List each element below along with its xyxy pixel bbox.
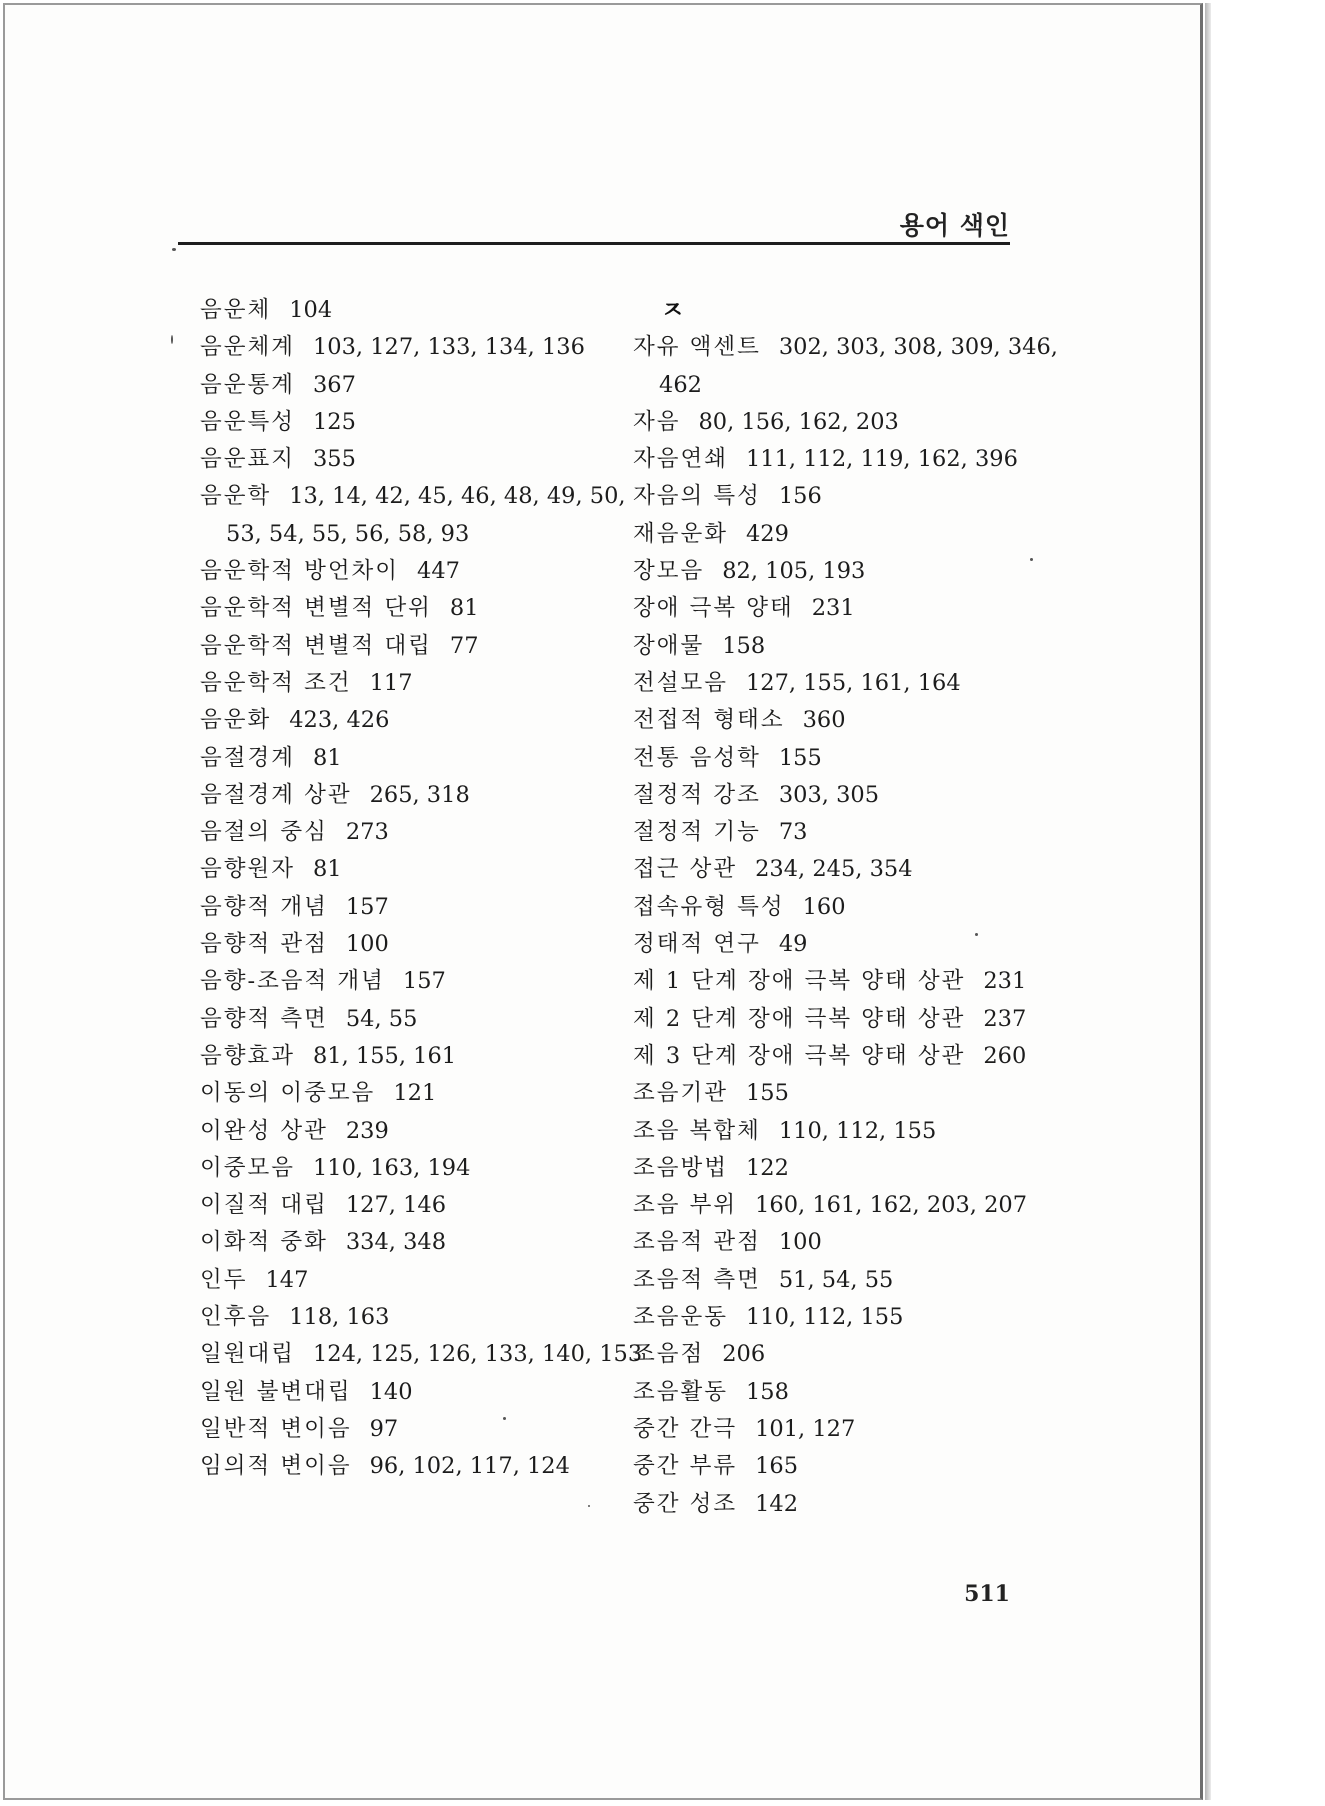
index-page-refs: 265, 318 <box>369 781 470 808</box>
index-term: 음운학적 변별적 대립 <box>200 632 432 659</box>
index-page-refs: 111, 112, 119, 162, 396 <box>745 446 1018 473</box>
index-entry <box>633 1374 1053 1411</box>
index-page-refs: 423, 426 <box>289 707 390 734</box>
index-term: 이화적 중화 <box>200 1229 328 1256</box>
index-entry <box>633 740 1053 777</box>
index-page-refs: 158 <box>745 1378 789 1405</box>
index-entry <box>633 516 1053 553</box>
index-term: 접근 상관 <box>633 856 738 883</box>
index-term: 조음기관 <box>633 1080 728 1107</box>
index-page-refs: 231 <box>983 968 1027 995</box>
index-page-refs: 104 <box>289 297 333 323</box>
index-term: 이질적 대립 <box>200 1192 328 1219</box>
index-term: 접속유형 특성 <box>633 893 785 920</box>
index-page-refs: 110, 163, 194 <box>312 1154 471 1181</box>
index-entry-continuation <box>633 367 1053 404</box>
index-page-refs: 156 <box>778 483 822 510</box>
index-term: 음운통계 <box>200 371 295 398</box>
index-term: 정태적 연구 <box>633 931 761 958</box>
index-page-refs: 125 <box>312 408 356 435</box>
index-entry <box>633 404 1053 441</box>
index-page-refs: 231 <box>811 595 855 622</box>
index-entry <box>633 851 1053 888</box>
index-entry <box>200 1262 620 1299</box>
index-page-refs: 303, 305 <box>778 781 880 808</box>
index-term: 조음점 <box>633 1341 705 1368</box>
index-term: 이중모음 <box>200 1154 295 1181</box>
index-entry <box>200 963 620 1000</box>
index-term: 음운학 <box>200 483 272 510</box>
index-term: 제 3 단계 장애 극복 양태 상관 <box>633 1042 966 1069</box>
index-page-refs: 103, 127, 133, 134, 136 <box>312 334 585 361</box>
index-term: 인후음 <box>200 1304 272 1331</box>
index-entry <box>200 1150 620 1187</box>
index-term: 절정적 강조 <box>633 781 761 808</box>
index-entry <box>200 1411 620 1448</box>
index-entry <box>200 889 620 926</box>
scan-speck <box>1030 558 1033 561</box>
index-entry <box>633 1113 1053 1150</box>
index-page-refs: 157 <box>345 893 389 920</box>
index-page-refs: 155 <box>778 744 822 771</box>
index-page-refs: 80, 156, 162, 203 <box>698 408 899 435</box>
index-entry <box>200 367 620 404</box>
index-entry <box>200 1075 620 1112</box>
index-page-refs: 54, 55 <box>345 1005 418 1032</box>
index-entry <box>633 628 1053 665</box>
index-entry <box>200 404 620 441</box>
index-page-refs: 117 <box>369 669 413 696</box>
index-page-refs: 165 <box>755 1453 799 1480</box>
index-page-refs: 77 <box>449 632 479 659</box>
index-page-refs: 100 <box>345 931 389 958</box>
index-term: 일원 불변대립 <box>200 1378 352 1405</box>
scan-speck <box>975 933 978 936</box>
page-edge-shadow <box>1205 3 1211 1800</box>
index-page-refs: 118, 163 <box>289 1304 390 1331</box>
index-term: 음운학적 조건 <box>200 669 352 696</box>
scan-speck <box>588 1505 590 1507</box>
index-page-refs: 81 <box>312 856 342 883</box>
index-entry <box>200 590 620 627</box>
index-page-refs: 237 <box>983 1005 1027 1032</box>
page-number: 511 <box>964 1581 1010 1607</box>
index-term: 조음 부위 <box>633 1192 738 1219</box>
index-entry <box>200 1001 620 1038</box>
index-term: 음운학적 변별적 단위 <box>200 595 432 622</box>
index-page-refs: 160 <box>802 893 846 920</box>
index-entry <box>633 665 1053 702</box>
index-page-refs: 81 <box>449 595 479 622</box>
index-entry <box>633 814 1053 851</box>
index-term: 조음 복합체 <box>633 1117 761 1144</box>
index-entry <box>633 590 1053 627</box>
index-term: 재음운화 <box>633 520 728 547</box>
index-page-refs: 101, 127 <box>755 1415 856 1442</box>
index-term: 음향적 측면 <box>200 1005 328 1032</box>
index-entry <box>633 441 1053 478</box>
scan-speck <box>503 1417 506 1420</box>
section-letter-heading: ㅈ <box>661 296 685 324</box>
index-entry-continuation <box>200 516 620 553</box>
index-page-refs: 334, 348 <box>345 1229 447 1256</box>
index-entry <box>633 1411 1053 1448</box>
index-term: 이완성 상관 <box>200 1117 328 1144</box>
index-entry <box>633 889 1053 926</box>
index-entry <box>633 1150 1053 1187</box>
index-term: 중간 부류 <box>633 1453 738 1480</box>
index-entry <box>633 1336 1053 1373</box>
index-term: 음운특성 <box>200 408 295 435</box>
index-term: 음운체계 <box>200 334 295 361</box>
index-entry <box>200 1336 643 1373</box>
index-page-refs: 367 <box>312 371 356 398</box>
index-page-refs: 260 <box>983 1042 1027 1069</box>
index-term: 장애 극복 양태 <box>633 595 794 622</box>
index-term: 자음의 특성 <box>633 483 761 510</box>
index-entry <box>633 329 1058 366</box>
index-entry <box>200 740 620 777</box>
index-page-refs: 49 <box>778 931 808 958</box>
scan-speck <box>171 335 173 344</box>
index-page-refs: 73 <box>778 819 808 846</box>
index-term: 일반적 변이음 <box>200 1415 352 1442</box>
index-term: 음향-조음적 개념 <box>200 968 385 995</box>
index-entry <box>633 1448 1053 1485</box>
index-term: 자음연쇄 <box>633 446 728 473</box>
index-entry <box>633 777 1053 814</box>
index-page-refs: 121 <box>393 1080 437 1107</box>
index-term: 음운화 <box>200 707 272 734</box>
index-term: 조음방법 <box>633 1154 728 1181</box>
index-page-refs: 462 <box>659 371 702 398</box>
index-page-refs: 355 <box>312 446 356 473</box>
index-page-refs: 124, 125, 126, 133, 140, 153 <box>312 1341 643 1368</box>
index-entry <box>200 1113 620 1150</box>
index-page-refs: 234, 245, 354 <box>755 856 913 883</box>
index-page-refs: 81 <box>312 744 342 771</box>
index-term: 음향원자 <box>200 856 295 883</box>
index-entry <box>200 702 620 739</box>
index-entry <box>633 1299 1053 1336</box>
index-term: 제 1 단계 장애 극복 양태 상관 <box>633 968 966 995</box>
header-rule <box>178 242 1010 245</box>
index-page-refs: 447 <box>417 558 460 585</box>
index-entry <box>200 329 620 366</box>
index-entry <box>200 665 620 702</box>
index-term: 중간 성조 <box>633 1490 738 1517</box>
index-page-refs: 155 <box>745 1080 789 1107</box>
index-term: 음운체 <box>200 297 272 323</box>
index-term: 제 2 단계 장애 극복 양태 상관 <box>633 1005 966 1032</box>
index-term: 장모음 <box>633 558 705 585</box>
index-entry <box>200 478 626 515</box>
index-term: 인두 <box>200 1266 248 1293</box>
index-term: 절정적 기능 <box>633 819 761 846</box>
index-page-refs: 127, 155, 161, 164 <box>745 669 961 696</box>
index-entry <box>633 963 1053 1000</box>
index-entry <box>633 926 1053 963</box>
index-page-refs: 53, 54, 55, 56, 58, 93 <box>226 520 470 547</box>
index-term: 음향적 관점 <box>200 931 328 958</box>
index-page-refs: 360 <box>802 707 846 734</box>
index-term: 전통 음성학 <box>633 744 761 771</box>
index-page-refs: 142 <box>755 1490 799 1517</box>
index-page-refs: 158 <box>722 632 766 659</box>
index-term: 장애물 <box>633 632 705 659</box>
index-entry <box>200 628 620 665</box>
index-term: 음절의 중심 <box>200 819 328 846</box>
index-entry <box>633 1075 1053 1112</box>
index-term: 음운표지 <box>200 446 295 473</box>
index-page-refs: 110, 112, 155 <box>778 1117 937 1144</box>
index-entry <box>200 292 620 329</box>
index-entry <box>200 926 620 963</box>
index-term: 자음 <box>633 408 681 435</box>
index-term: 음절경계 <box>200 744 295 771</box>
index-entry <box>633 1038 1053 1075</box>
index-page-refs: 82, 105, 193 <box>722 558 866 585</box>
index-term: 자유 액센트 <box>633 334 761 361</box>
index-term: 임의적 변이음 <box>200 1453 352 1480</box>
index-term: 음운학적 방언차이 <box>200 558 400 585</box>
index-entry <box>633 1187 1053 1224</box>
index-term: 음향효과 <box>200 1042 295 1069</box>
index-page-refs: 110, 112, 155 <box>745 1304 904 1331</box>
scan-speck <box>172 248 176 251</box>
index-page-refs: 122 <box>745 1154 789 1181</box>
index-term: 이동의 이중모음 <box>200 1080 376 1107</box>
index-term: 일원대립 <box>200 1341 295 1368</box>
index-entry <box>200 1374 620 1411</box>
index-term: 중간 간극 <box>633 1415 738 1442</box>
index-entry <box>200 553 620 590</box>
index-entry <box>633 1001 1053 1038</box>
index-page-refs: 302, 303, 308, 309, 346, <box>778 334 1058 361</box>
index-entry <box>200 1448 620 1485</box>
index-term: 조음활동 <box>633 1378 728 1405</box>
index-entry <box>200 1299 620 1336</box>
index-entry <box>633 478 1053 515</box>
index-page-refs: 160, 161, 162, 203, 207 <box>755 1192 1028 1219</box>
index-entry <box>200 814 620 851</box>
index-entry <box>633 1262 1053 1299</box>
index-entry <box>633 553 1053 590</box>
index-column-left <box>200 292 643 1486</box>
index-term: 조음적 관점 <box>633 1229 761 1256</box>
index-page-refs: 140 <box>369 1378 413 1405</box>
index-page-refs: 51, 54, 55 <box>778 1266 894 1293</box>
index-entry <box>200 1187 620 1224</box>
running-head: 용어 색인 <box>899 211 1010 240</box>
index-entry <box>633 1486 1053 1523</box>
index-entry <box>200 441 620 478</box>
index-page-refs: 96, 102, 117, 124 <box>369 1453 570 1480</box>
index-term: 조음적 측면 <box>633 1266 761 1293</box>
index-column-right <box>633 292 1058 1523</box>
index-term: 전설모음 <box>633 669 728 696</box>
index-page-refs: 81, 155, 161 <box>312 1042 457 1069</box>
index-page-refs: 206 <box>722 1341 766 1368</box>
index-page-refs: 100 <box>778 1229 822 1256</box>
index-term: 전접적 형태소 <box>633 707 785 734</box>
index-entry <box>200 1224 620 1261</box>
index-entry <box>200 1038 620 1075</box>
index-page-refs: 13, 14, 42, 45, 46, 48, 49, 50, <box>289 483 626 510</box>
index-page-refs: 239 <box>345 1117 389 1144</box>
index-page-refs: 147 <box>265 1266 309 1293</box>
index-page-refs: 97 <box>369 1415 399 1442</box>
index-entry <box>633 702 1053 739</box>
index-page-refs: 429 <box>745 520 789 547</box>
index-page-refs: 273 <box>345 819 389 846</box>
index-entry <box>200 851 620 888</box>
index-page-refs: 127, 146 <box>345 1192 447 1219</box>
index-term: 음절경계 상관 <box>200 781 352 808</box>
index-entry <box>633 1224 1053 1261</box>
index-term: 조음운동 <box>633 1304 728 1331</box>
index-entry <box>200 777 620 814</box>
index-term: 음향적 개념 <box>200 893 328 920</box>
index-page-refs: 157 <box>402 968 446 995</box>
